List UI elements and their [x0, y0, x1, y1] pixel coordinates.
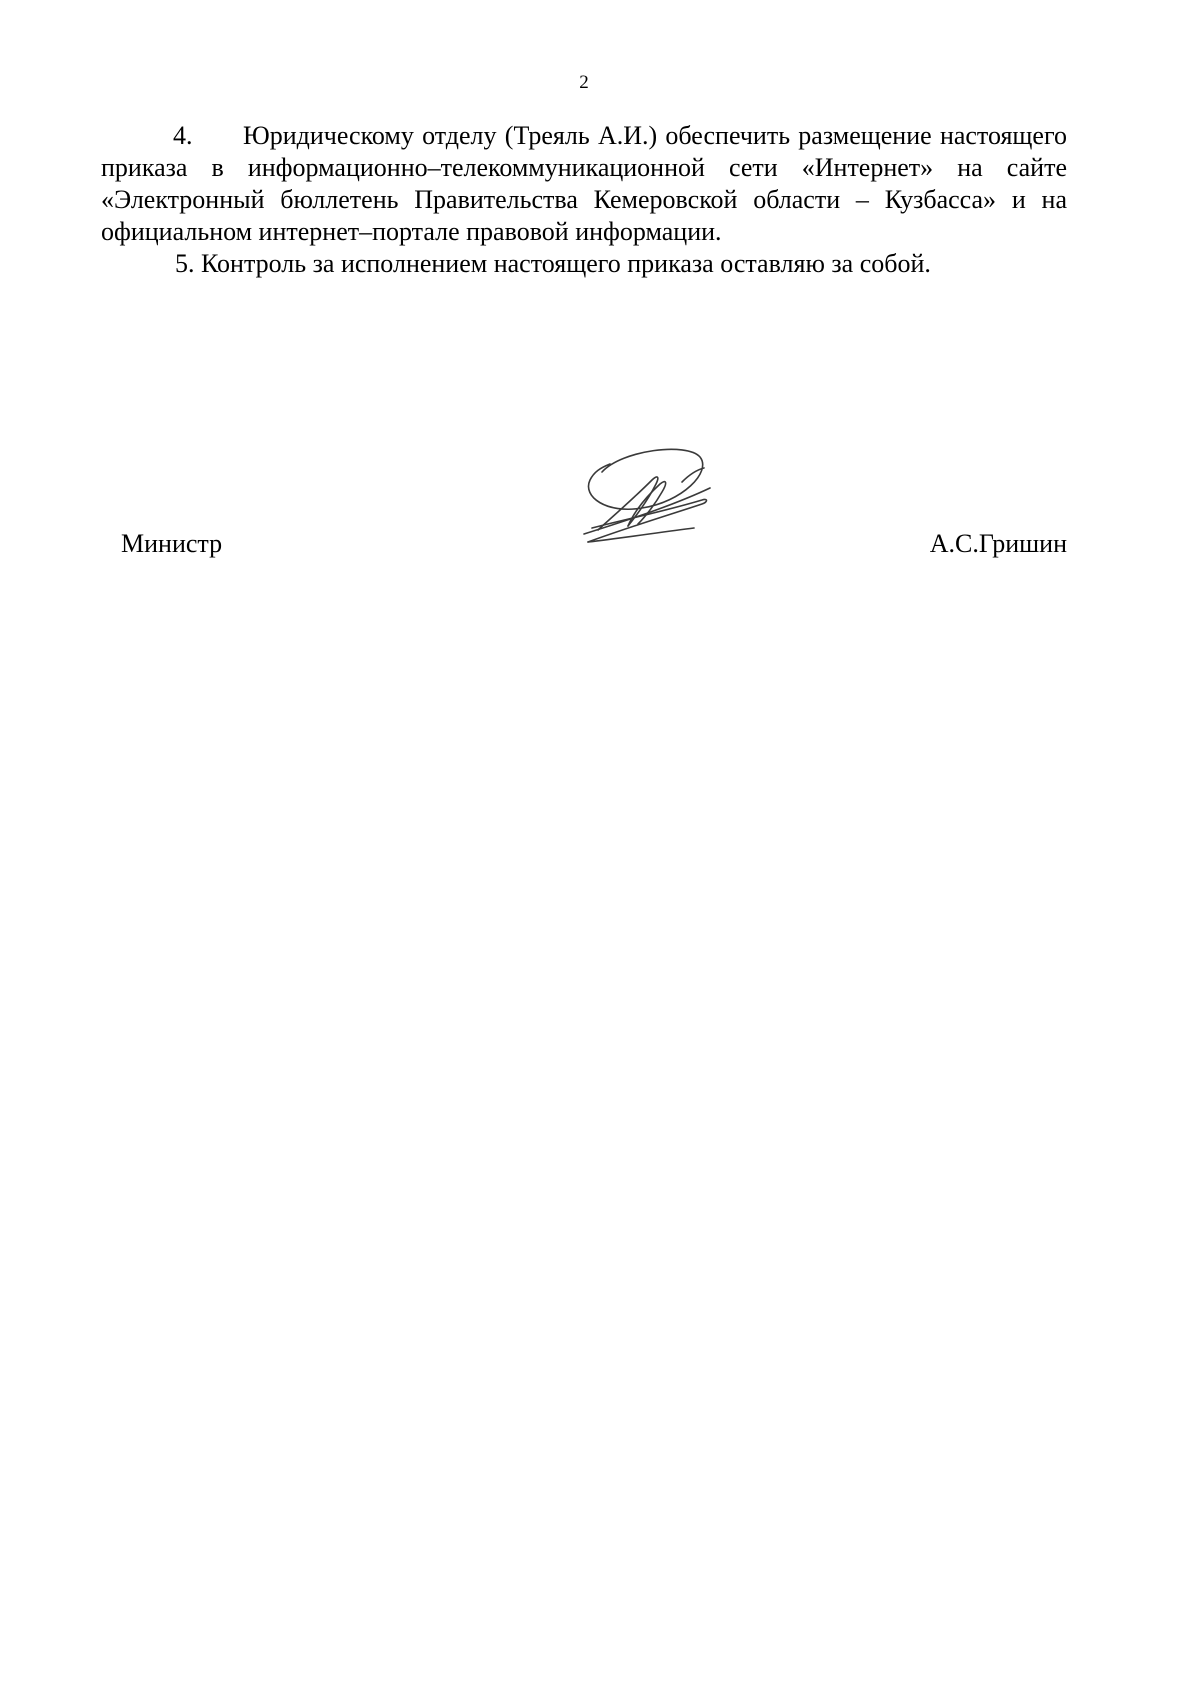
paragraph-4-text: Юридическому отделу (Трeяль А.И.) обеспечить размещение настоящего приказа в информационно–телекоммуникационной сети «Интернет» на сайте «Электронный бюллетень Правительства Кемеровской области – Кузбасса» и на официальном интернет–портале правовой информации. — [101, 121, 1067, 246]
signer-position: Министр — [121, 529, 223, 558]
paragraph-4 — [101, 120, 1067, 248]
document-body — [101, 120, 1067, 280]
paragraph-4-number: 4. — [173, 121, 193, 150]
page-number: 2 — [579, 72, 589, 93]
signer-name: А.С.Гришин — [929, 529, 1067, 558]
signature-block — [0, 520, 1200, 560]
paragraph-5: 5. Контроль за исполнением настоящего приказа оставляю за собой. — [175, 249, 931, 278]
